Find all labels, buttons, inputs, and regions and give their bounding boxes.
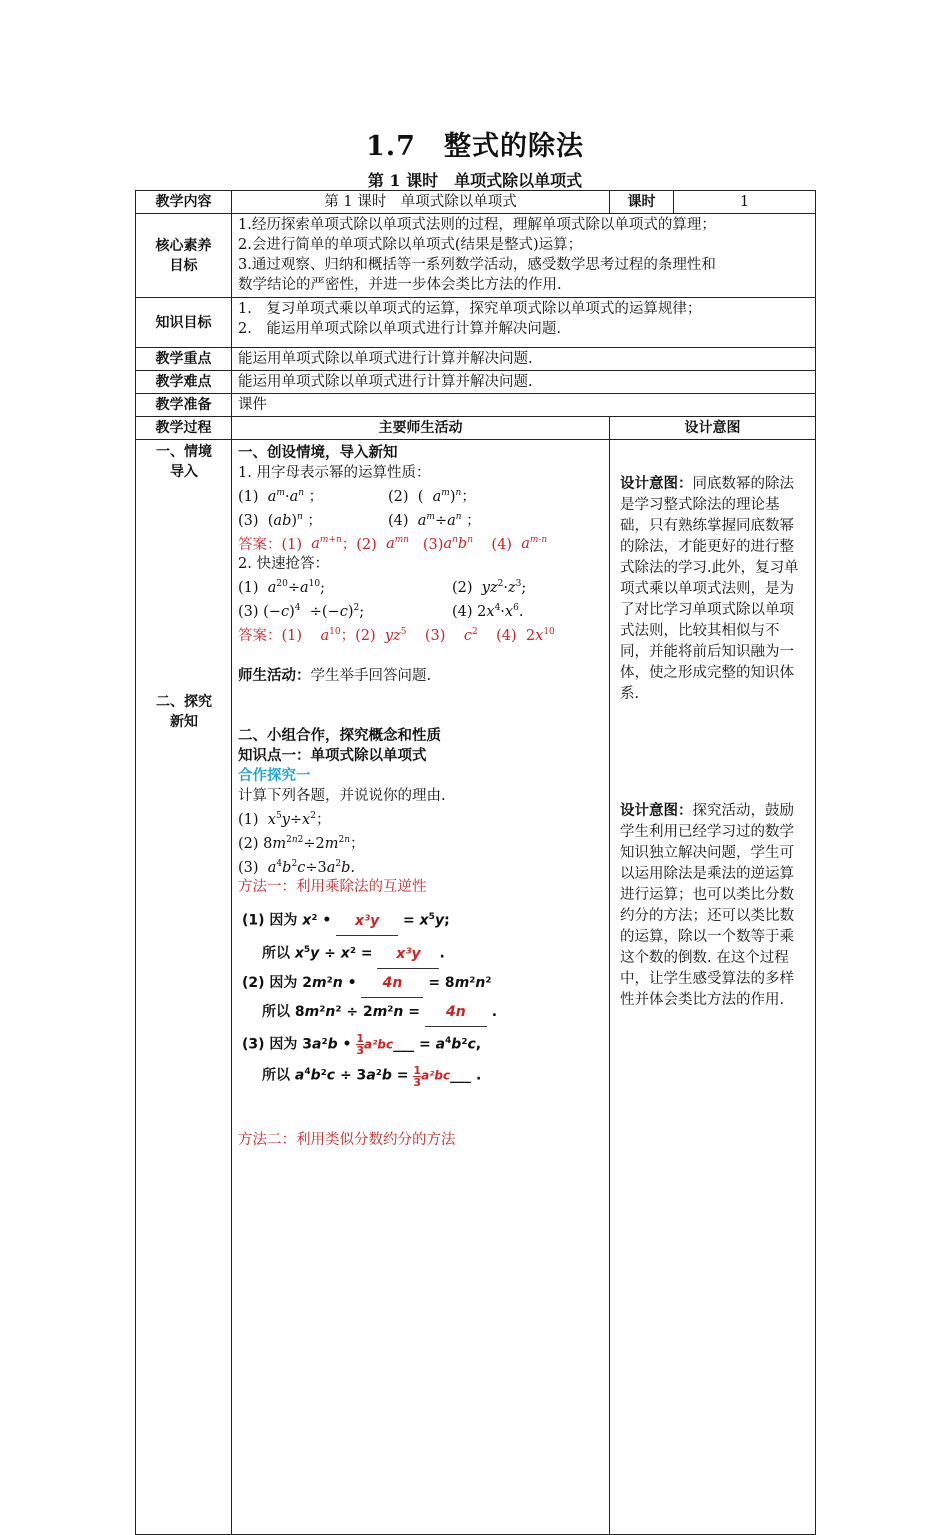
value-content: 第 1 课时 单项式除以单项式 [232,191,610,214]
row-core [136,214,816,298]
intent-column [610,440,816,1535]
answer-blank: 4n [361,969,423,998]
fraction-rest: a²bc [364,1037,394,1052]
core-item: 数学结论的严密性，并进一步体会类比方法的作用. [238,277,562,293]
knowledge-point: 知识点一：单项式除以单项式 [238,747,427,764]
knowledge-item: 1. 复习单项式乘以单项式的运算，探究单项式除以单项式的运算规律； [238,301,702,317]
cooperative-inquiry: 合作探究一 [238,767,311,784]
sample-solution-image: (1) 因为 x² • $x^3y = x^5y$; 所以 $x^5y \div x^2 = x^3y$ . (2) 因为 2m²n • 4n = 8m²n² 所以 8m²n² ÷ 2m²n = 4n . (3) 因为 3a²b • $\frac{1}{3}$ a²bc___ = $a^4b^2c$, 所以 $a^4b^2c \div 3a^2b$ = $\frac{1}{3}$ a²bc___ . [242,903,603,1090]
section-heading: 一、创设情境，导入新知 [238,445,398,461]
fraction-answer: $\frac{1}{3}$ [413,1063,422,1089]
value-knowledge [232,298,816,348]
formula-row: (1) $a^m\cdot a^n$ ； (2) ( $a^m)^n$； [238,488,476,505]
teacher-text: 学生举手回答问题. [310,667,432,684]
value-period: 1 [674,191,816,214]
label-core [136,214,232,298]
formula-row: (1) $a^{20}\div a^{10}$; (2) $yz^2\cdot z^3$; [238,579,527,597]
header-intent: 设计意图 [610,417,816,440]
intent-label: 设计意图： [620,803,693,819]
label-key: 教学重点 [136,348,232,371]
core-item: 1.经历探索单项式除以单项式法则的过程，理解单项式除以单项式的算理； [238,217,716,233]
fraction-rest: a²bc [421,1069,451,1084]
method-2: 方法二：利用类似分数约分的方法 [238,1132,456,1149]
row-prep [136,394,816,417]
answer-row-1: 答案：(1) $a^{m+n}$；(2) $a^{mn}$ $(3)a^nb^n$ (4) $a^{m-n}$ [238,535,548,553]
answer-label: 答案： [238,536,282,553]
so-label: 所以 [262,1068,290,1085]
stage-column [136,440,232,1535]
formula-row: (1) $x^5y\div x^2$； [238,810,331,828]
method-1: 方法一：利用乘除法的互逆性 [238,879,427,896]
section-heading: 二、小组合作，探究概念和性质 [238,727,441,744]
formula-row: (3) $a^4b^2c\div 3a^2b$. [238,858,355,876]
label-prep: 教学准备 [136,394,232,417]
lesson-plan-table [135,190,816,1535]
teacher-label: 师生活动： [238,667,311,684]
because-label: 因为 [269,913,298,930]
design-intent-1 [610,440,815,705]
row-process-body [136,440,816,1535]
answer-label: 答案： [238,627,282,644]
stage-2-line2: 新知 [170,714,198,730]
design-intent-2 [610,705,815,1011]
question-2: 2. 快速抢答： [238,556,329,573]
intent-label: 设计意图： [620,476,693,492]
core-item: 2.会进行简单的单项式除以单项式(结果是整式)运算； [238,237,583,253]
core-item: 3.通过观察、归纳和概括等一系列数学活动，感受数学思考过程的条理性和 [238,257,716,273]
formula-row: (3) $(-c)^4 \div(-c)^2$; (4) $2x^4\cdot x^6$. [238,603,524,621]
answer-blank: 4n [425,998,487,1027]
answer-row-2: 答案：(1) $a^{10}$；(2) $yz^5$ (3) $c^2$ (4) $2x^{10}$ [238,627,555,644]
question-1: 1. 用字母表示幂的运算性质： [238,465,431,481]
row-key [136,348,816,371]
value-core [232,214,816,298]
so-label: 所以 [262,945,290,962]
knowledge-item: 2. 能运用单项式除以单项式进行计算并解决问题. [238,321,561,337]
page-subtitle: 第 1 课时 单项式除以单项式 [367,171,583,190]
teacher-activity [238,666,603,686]
label-process: 教学过程 [136,417,232,440]
stage-1 [136,442,232,482]
answer-blank: x³y [336,907,398,936]
row-process-header [136,417,816,440]
stage-1-line1: 一、情境 [156,444,212,460]
intent-text: 同底数幂的除法是学习整式除法的理论基础，只有熟练掌握同底数幂的除法，才能更好的进行整式除法的学习.此外，复习单项式乘以单项式法则，是为了对比学习单项式除以单项式法则，比较其相似与不同，并能将前后知识融为一体，使之形成完整的知识体系. [620,476,799,702]
stage-2-line1: 二、探究 [156,694,212,710]
so-label: 所以 [262,1003,290,1020]
formula-row: (3) (ab)$^n$ ； (4) $a^m\div a^n$ ； [238,511,481,529]
page-title: 1.7 整式的除法 [366,131,584,162]
activity-column [232,440,610,1535]
fraction-answer: $\frac{1}{3}$ [356,1031,365,1057]
value-difficulty: 能运用单项式除以单项式进行计算并解决问题. [232,371,816,394]
because-label: 因为 [269,1036,298,1053]
header-activity: 主要师生活动 [232,417,610,440]
row-difficulty [136,371,816,394]
label-difficulty: 教学难点 [136,371,232,394]
label-content: 教学内容 [136,191,232,214]
label-knowledge: 知识目标 [136,298,232,348]
value-key: 能运用单项式除以单项式进行计算并解决问题. [232,348,816,371]
intent-text: 探究活动，鼓励学生利用已经学习过的数学知识独立解决问题，学生可以运用除法是乘法的逆运算进行运算；也可以类比分数约分的方法；还可以类比数的运算，除以一个数等于乘这个数的倒数. 在这个过程中，让学生感受算法的多样性并体会类比方法的作用. [620,803,794,1008]
row-content [136,191,816,214]
row-knowledge [136,298,816,348]
formula-row: (2) $8m^{2n2}\div 2m^{2n}$； [238,834,365,852]
answer-blank: x³y [377,940,439,969]
label-core-line1: 核心素养 [155,237,212,254]
stage-1-line2: 导入 [170,464,198,480]
stage-2 [136,692,232,732]
because-label: 因为 [269,974,298,991]
task-text: 计算下列各题，并说说你的理由. [238,787,446,804]
label-period: 课时 [610,191,674,214]
label-core-line2: 目标 [169,257,198,274]
value-prep: 课件 [232,394,816,417]
